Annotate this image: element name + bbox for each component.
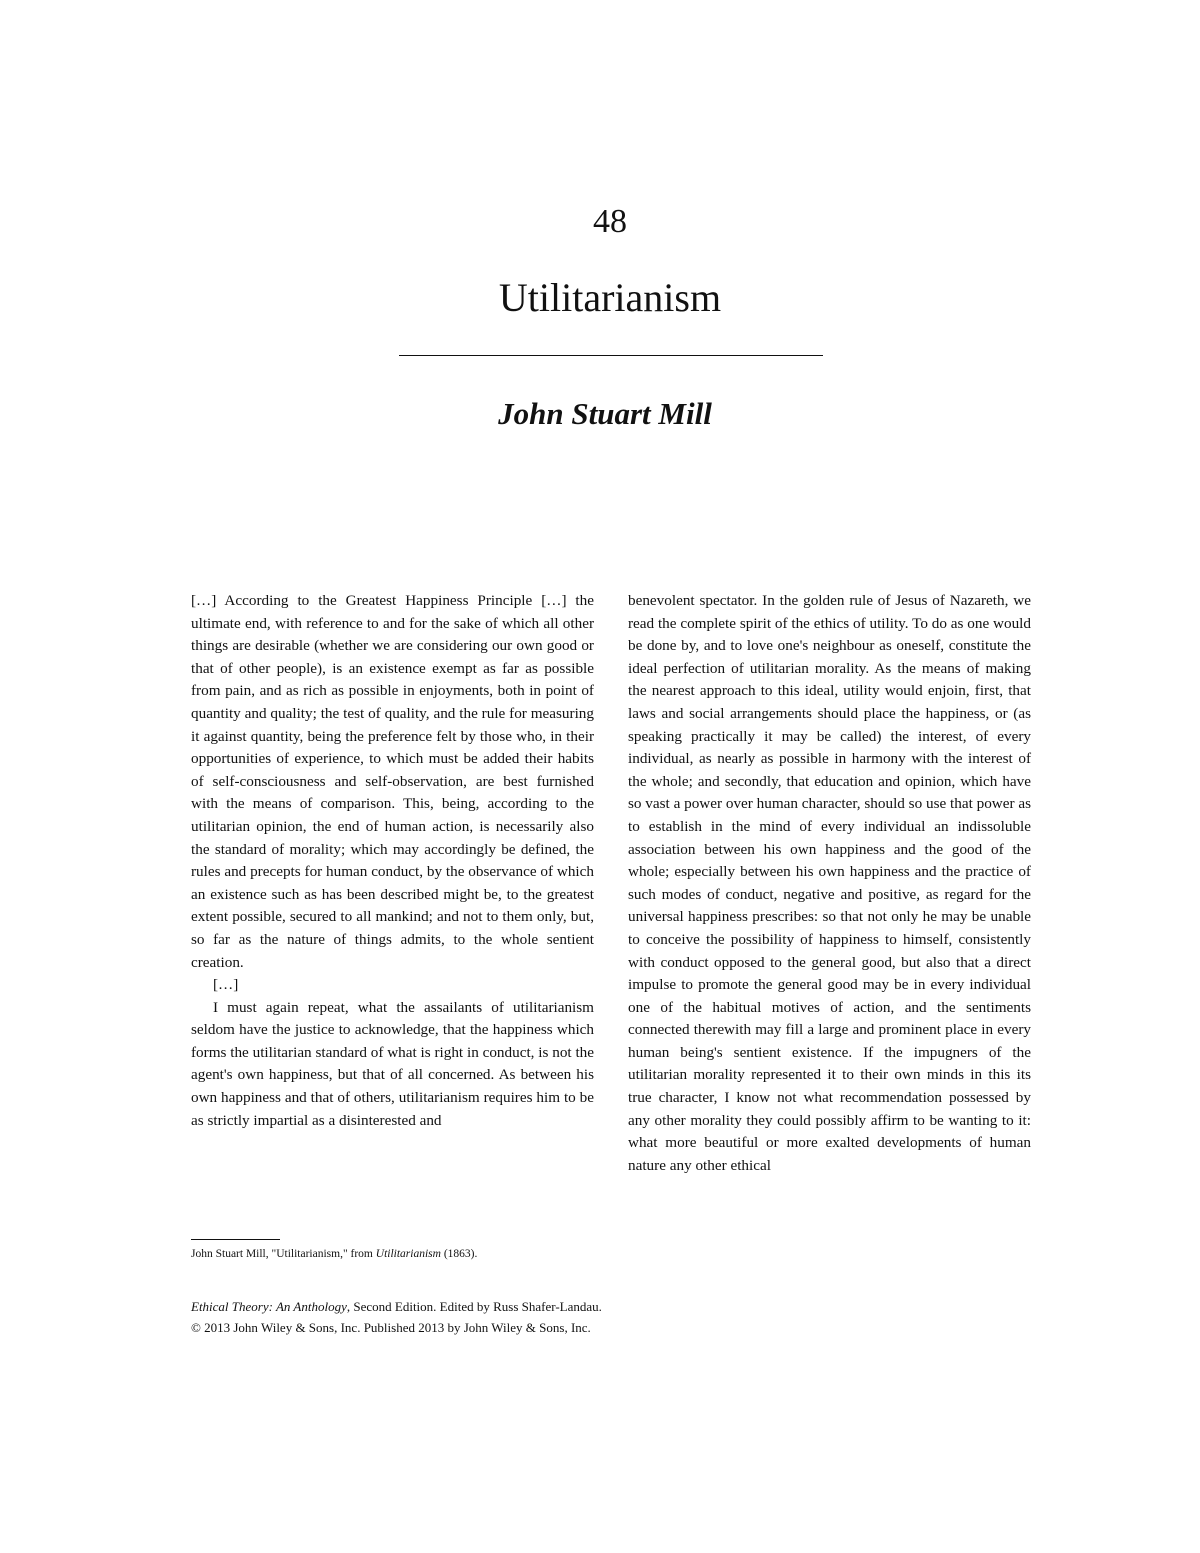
footnote-divider <box>191 1239 280 1240</box>
footnote-suffix: (1863). <box>440 1248 478 1260</box>
footnote-prefix: John Stuart Mill, "Utilitarianism," from <box>191 1248 376 1260</box>
copyright-line: © 2013 John Wiley & Sons, Inc. Published 2013 by John Wiley & Sons, Inc. <box>191 1320 591 1335</box>
author-name: John Stuart Mill <box>498 396 712 431</box>
source-footnote <box>191 1245 611 1263</box>
body-ellipsis: […] <box>213 976 239 994</box>
publisher-line-1 <box>191 1296 891 1317</box>
publisher-info <box>191 1296 891 1338</box>
right-column <box>628 590 1031 1177</box>
chapter-number: 48 <box>593 203 627 240</box>
left-column <box>191 590 594 1132</box>
book-title: Ethical Theory: An Anthology <box>191 1299 347 1314</box>
footnote-work-title: Utilitarianism <box>375 1248 441 1260</box>
edition-editor: , Second Edition. Edited by Russ Shafer-Landau. <box>346 1299 602 1314</box>
body-paragraph: I must again repeat, what the assailants of utilitarianism seldom have the justice to acknowledge, that the happiness which forms the utilitarian standard of what is right in conduct, is not the agent's own happiness, but that of all concerned. As between his own happiness and that of others, utilitarianism requires him to be as strictly impartial as a disinterested and <box>191 998 594 1129</box>
chapter-title: Utilitarianism <box>498 275 722 320</box>
body-paragraph: […] According to the Greatest Happiness Principle […] the ultimate end, with reference to and for the sake of which all other things are desirable (whether we are considering our own good or that of other people), is an existence exempt as far as possible from pain, and as rich as possible in enjoyments, both in point of quantity and quality; the test of quality, and the rule for measuring it against quantity, being the preference felt by those who, in their opportunities of experience, to which must be added their habits of self-consciousness and self-observation, are best furnished with the means of comparison. This, being, according to the utilitarian opinion, the end of human action, is necessarily also the standard of morality; which may accordingly be defined, the rules and precepts for human conduct, by the observance of which an existence such as has been described might be, to the greatest extent possible, secured to all mankind; and not to them only, but, so far as the nature of things admits, to the whole sentient creation. <box>191 592 594 971</box>
title-divider <box>399 355 823 356</box>
body-paragraph: benevolent spectator. In the golden rule of Jesus of Nazareth, we read the complete spirit of the ethics of utility. To do as one would be done by, and to love one's neighbour as oneself, constitute the ideal perfection of utilitarian morality. As the means of making the nearest approach to this ideal, utility would enjoin, first, that laws and social arrangements should place the happiness, or (as speaking practically it may be called) the interest, of every individual, as nearly as possible in harmony with the interest of the whole; and secondly, that education and opinion, which have so vast a power over human character, should so use that power as to establish in the mind of every individual an indissoluble association between his own happiness and the good of the whole; especially between his own happiness and the practice of such modes of conduct, negative and positive, as regard for the universal happiness prescribes: so that not only he may be unable to conceive the possibility of happiness to himself, consistently with conduct opposed to the general good, but also that a direct impulse to promote the general good may be in every individual one of the habitual motives of action, and the sentiments connected therewith may fill a large and prominent place in every human being's sentient existence. If the impugners of the utilitarian morality represented it to their own minds in this its true character, I know not what recommendation possessed by any other morality they could possibly affirm to be wanting to it: what more beautiful or more exalted developments of human nature any other ethical <box>628 592 1032 1174</box>
